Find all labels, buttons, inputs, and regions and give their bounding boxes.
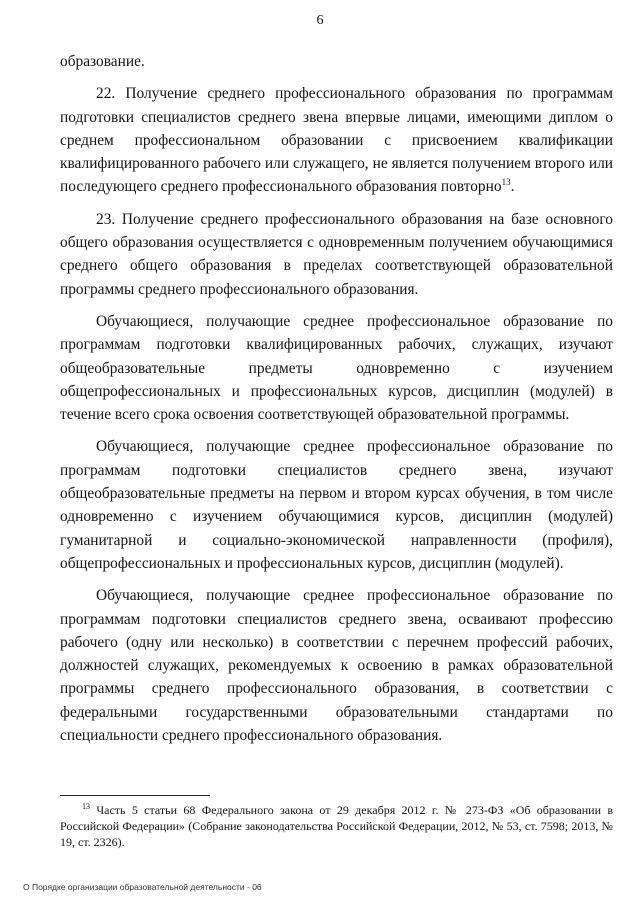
paragraph-end-punctuation: .	[510, 178, 515, 196]
paragraph-students-workers: Обучающиеся, получающие среднее профессиональное образование по программам подготовки квалифицированных рабочих, служащих, изучают общеобразовательные предметы одновременно с изучением общепрофессиональных и профессиональных курсов, дисциплин (модулей) в течение всего срока освоения соответствующей образовательной программы.	[60, 312, 613, 424]
paragraph-continuation: образование.	[60, 53, 145, 70]
footnote-divider	[60, 795, 210, 796]
footnote-text: Часть 5 статьи 68 Федерального закона от 29 декабря 2012 г. № 273-ФЗ «Об образовании в Российской Федерации» (Собрание законодательства Российской Федерации, 2012, № 53, ст. 7598; 2013, № 19, ст. 2326).	[60, 803, 614, 850]
paragraph-students-profession: Обучающиеся, получающие среднее профессиональное образование по программам подготовки специалистов среднего звена, осваивают профессию рабочего (одну или несколько) в соответствии с перечнем профессий рабочих, должностей служащих, рекомендуемых к освоению в рамках образовательной программы среднего профессионального образования, в соответствии с федеральными государственными образовательными стандартами по специальности среднего профессионального образования.	[60, 587, 613, 745]
paragraph-students-specialists: Обучающиеся, получающие среднее профессиональное образование по программам подготовки специалистов среднего звена, изучают общеобразовательные предметы на первом и втором курсах обучения, в том числе одновременно с изучением обучающимися курсов, дисциплин (модулей) гуманитарной и социально-экономической направленности (профиля), общепрофессиональных и профессиональных курсов, дисциплин (модулей).	[60, 438, 613, 572]
footnote	[60, 802, 613, 851]
page-number: 6	[316, 13, 324, 28]
paragraph-item-23: 23. Получение среднего профессионального образования на базе основного общего образования осуществляется с одновременным получением обучающимися среднего общего образования в пределах соответствующей образовательной программы среднего профессионального образования.	[60, 210, 613, 298]
document-body	[60, 50, 613, 756]
document-footer: О Порядке организации образовательной деятельности - 06	[23, 882, 262, 892]
paragraph-text: 22. Получение среднего профессионального образования по программам подготовки специалистов среднего звена впервые лицами, имеющими диплом о среднем профессиональном образовании с присвоением квалификации квалифицированного рабочего или служащего, не является получением второго или последующего среднего профессионального образования повторно	[60, 85, 613, 196]
footnote-reference: 13	[501, 177, 511, 188]
paragraph-item-22	[60, 82, 613, 198]
footnote-number: 13	[82, 802, 90, 811]
